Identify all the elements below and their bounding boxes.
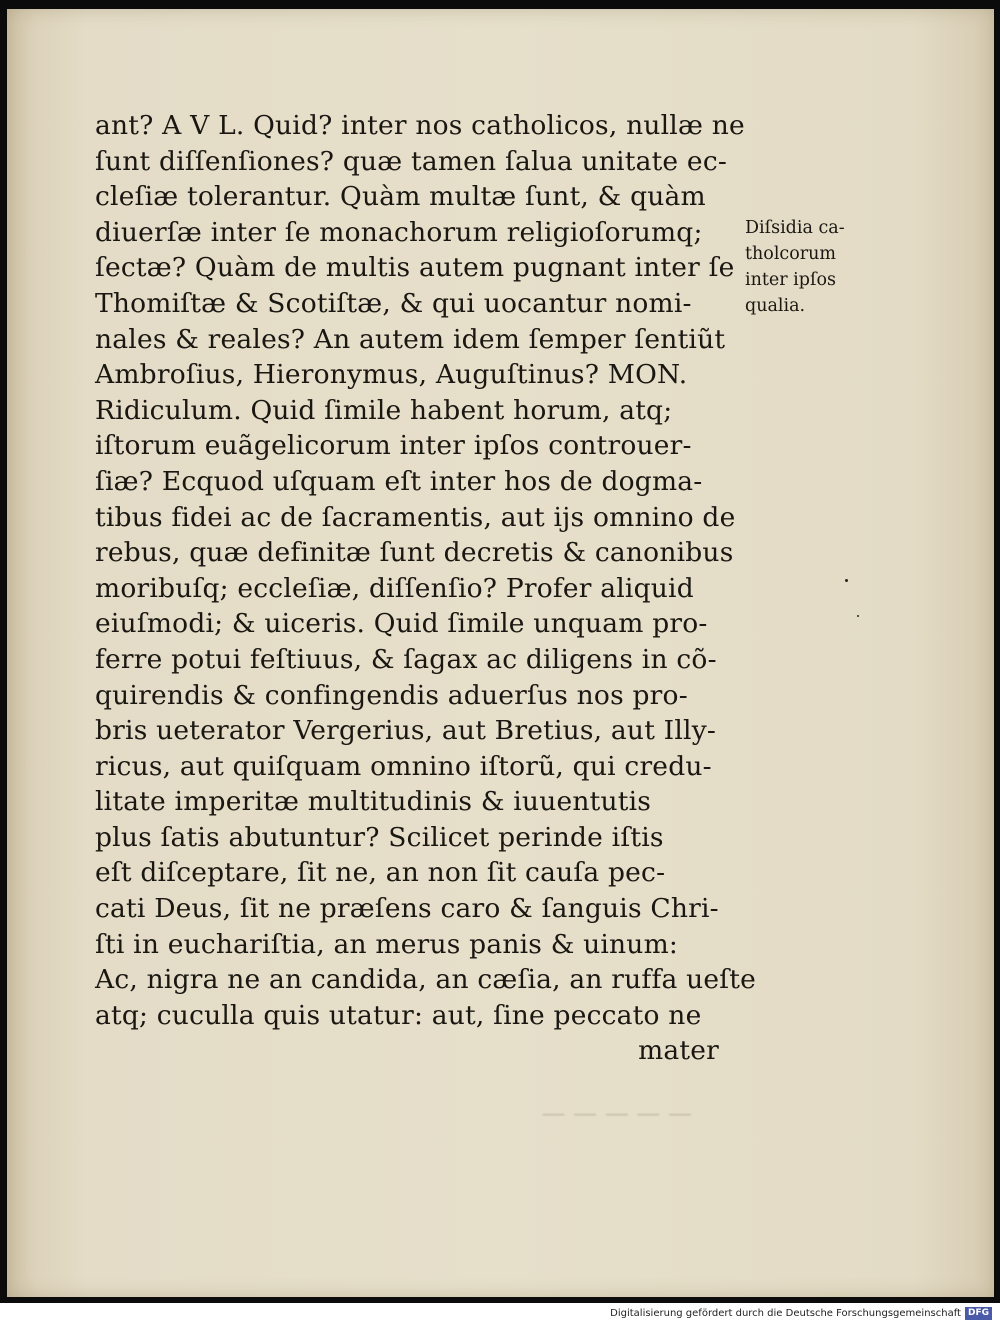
- marginal-note-line: Diſsidia ca-: [745, 218, 845, 238]
- text-line: eſt diſceptare, ſit ne, an non ſit cauſa pec-: [95, 857, 666, 889]
- marginal-note-line: qualia.: [745, 296, 806, 316]
- marginal-note-line: tholcorum: [745, 244, 837, 264]
- catchword: mater: [638, 1035, 719, 1067]
- text-line: litate imperitæ multitudinis & iuuentutis: [95, 786, 652, 818]
- text-line: iſtorum euãgelicorum inter ipſos controuer-: [95, 430, 692, 462]
- text-line: ricus, aut quiſquam omnino iſtorũ, qui credu-: [95, 750, 712, 782]
- text-line: tibus fidei ac de ſacramentis, aut ijs omnino de: [95, 501, 736, 533]
- ink-speck: [845, 579, 848, 582]
- text-line: eiuſmodi; & uiceris. Quid ſimile unquam pro-: [95, 608, 708, 640]
- ink-speck: [857, 615, 859, 617]
- text-line: Thomiſtæ & Scotiſtæ, & qui uocantur nomi-: [95, 287, 692, 319]
- marginal-note-line: inter ipſos: [745, 270, 836, 290]
- text-line: rebus, quæ definitæ ſunt decretis & canonibus: [95, 537, 734, 569]
- marginal-note: [745, 215, 875, 319]
- text-line: cleſiæ tolerantur. Quàm multæ ſunt, & quàm: [95, 181, 706, 213]
- text-line: cati Deus, ſit ne præſens caro & ſanguis Chri-: [95, 893, 719, 925]
- text-line: moribuſq; eccleſiæ, diſſenſio? Profer aliquid: [95, 572, 694, 604]
- text-line: quirendis & confingendis aduerſus nos pro-: [95, 679, 688, 711]
- text-line: bris ueterator Vergerius, aut Bretius, aut Illy-: [95, 715, 717, 747]
- funding-credit: Digitalisierung gefördert durch die Deutsche Forschungsgemeinschaft: [610, 1307, 961, 1319]
- text-line: ſunt diſſenſiones? quæ tamen ſalua unitate ec-: [95, 145, 728, 177]
- text-line: ſiæ? Ecquod uſquam eſt inter hos de dogma-: [95, 465, 703, 497]
- text-line: ferre potui feſtiuus, & ſagax ac diligens in cõ-: [95, 643, 717, 675]
- show-through-text: — — — — —: [541, 1099, 692, 1127]
- digitization-footer: [610, 1305, 992, 1321]
- text-line: ſti in euchariſtia, an merus panis & uinum:: [95, 928, 679, 960]
- text-line: ant? A V L. Quid? inter nos catholicos, nullæ ne: [95, 110, 745, 141]
- text-line: ſectæ? Quàm de multis autem pugnant inter ſe: [95, 252, 735, 284]
- main-text-block: [95, 108, 756, 1069]
- text-line: nales & reales? An autem idem ſemper ſentiũt: [95, 323, 726, 355]
- text-line: atq; cuculla quis utatur: aut, ſine peccato ne: [95, 999, 702, 1031]
- text-line: Ridiculum. Quid ſimile habent horum, atq;: [95, 394, 673, 426]
- book-page: [7, 9, 994, 1297]
- text-line: plus ſatis abutuntur? Scilicet perinde iſtis: [95, 821, 664, 853]
- text-line: Ac, nigra ne an candida, an cæſia, an ruffa ueſte: [95, 964, 756, 996]
- text-line: diuerſæ inter ſe monachorum religioſorumq;: [95, 216, 703, 248]
- text-line: Ambroſius, Hieronymus, Auguſtinus? MON.: [95, 359, 688, 391]
- dfg-logo: DFG: [965, 1307, 992, 1320]
